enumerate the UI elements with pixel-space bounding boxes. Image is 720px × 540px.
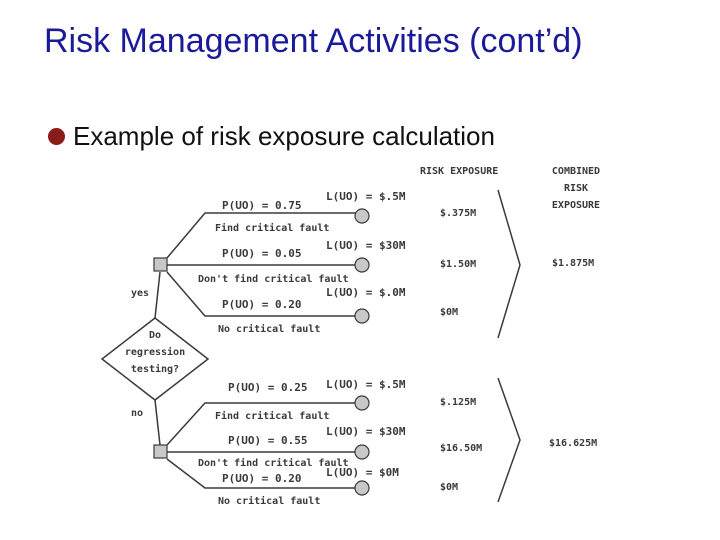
no-outcome-1: Find critical fault — [215, 411, 330, 422]
yes-loss-3: L(UO) = $.0M — [326, 286, 406, 299]
yes-outcome-1: Find critical fault — [215, 223, 330, 234]
no-probability-1: P(UO) = 0.25 — [228, 381, 308, 394]
yes-combine-bracket — [498, 190, 520, 338]
yes-outcome-3: No critical fault — [218, 324, 321, 335]
no-loss-2: L(UO) = $30M — [326, 425, 406, 438]
yes-probability-1: P(UO) = 0.75 — [222, 199, 302, 212]
yes-loss-1: L(UO) = $.5M — [326, 190, 406, 203]
header-combined-line-2: RISK — [563, 183, 589, 194]
yes-exposure-1: $.375M — [440, 208, 477, 219]
yes-outcome-node-1 — [355, 209, 369, 223]
yes-loss-2: L(UO) = $30M — [326, 239, 406, 252]
no-outcome-node-2 — [355, 445, 369, 459]
header-risk-exposure: RISK EXPOSURE — [420, 166, 499, 177]
no-combined-exposure: $16.625M — [549, 438, 598, 449]
no-exposure-3: $0M — [440, 482, 459, 493]
header-combined-line-3: EXPOSURE — [551, 200, 601, 211]
yes-probability-3: P(UO) = 0.20 — [222, 298, 302, 311]
decision-line-2: regression — [124, 347, 186, 358]
header-combined-line-1: COMBINED — [551, 166, 601, 177]
yes-edge — [155, 272, 160, 318]
yes-combined-exposure: $1.875M — [552, 258, 595, 269]
no-outcome-node-3 — [355, 481, 369, 495]
no-exposure-2: $16.50M — [440, 443, 483, 454]
no-loss-3: L(UO) = $0M — [326, 466, 399, 479]
decision-line-1: Do — [148, 330, 162, 341]
no-exposure-1: $.125M — [440, 397, 477, 408]
no-loss-1: L(UO) = $.5M — [326, 378, 406, 391]
no-probability-2: P(UO) = 0.55 — [228, 434, 308, 447]
yes-outcome-node-3 — [355, 309, 369, 323]
yes-exposure-3: $0M — [440, 307, 459, 318]
tree-connectors — [155, 190, 520, 502]
no-outcome-3: No critical fault — [218, 496, 321, 507]
no-outcome-2: Don't find critical fault — [198, 458, 349, 469]
decision-line-3: testing? — [130, 364, 180, 375]
no-outcome-node-1 — [355, 396, 369, 410]
no-label: no — [131, 408, 144, 419]
bullet-text: Example of risk exposure calculation — [73, 121, 495, 151]
yes-outcome-node-2 — [355, 258, 369, 272]
yes-chance-node — [154, 258, 167, 271]
yes-probability-2: P(UO) = 0.05 — [222, 247, 302, 260]
yes-exposure-2: $1.50M — [440, 259, 477, 270]
no-chance-node — [154, 445, 167, 458]
no-combine-bracket — [498, 378, 520, 502]
slide-title: Risk Management Activities (cont’d) — [44, 22, 583, 60]
no-edge — [155, 400, 160, 445]
yes-label: yes — [131, 288, 150, 299]
yes-outcome-2: Don't find critical fault — [198, 274, 349, 285]
no-probability-3: P(UO) = 0.20 — [222, 472, 302, 485]
